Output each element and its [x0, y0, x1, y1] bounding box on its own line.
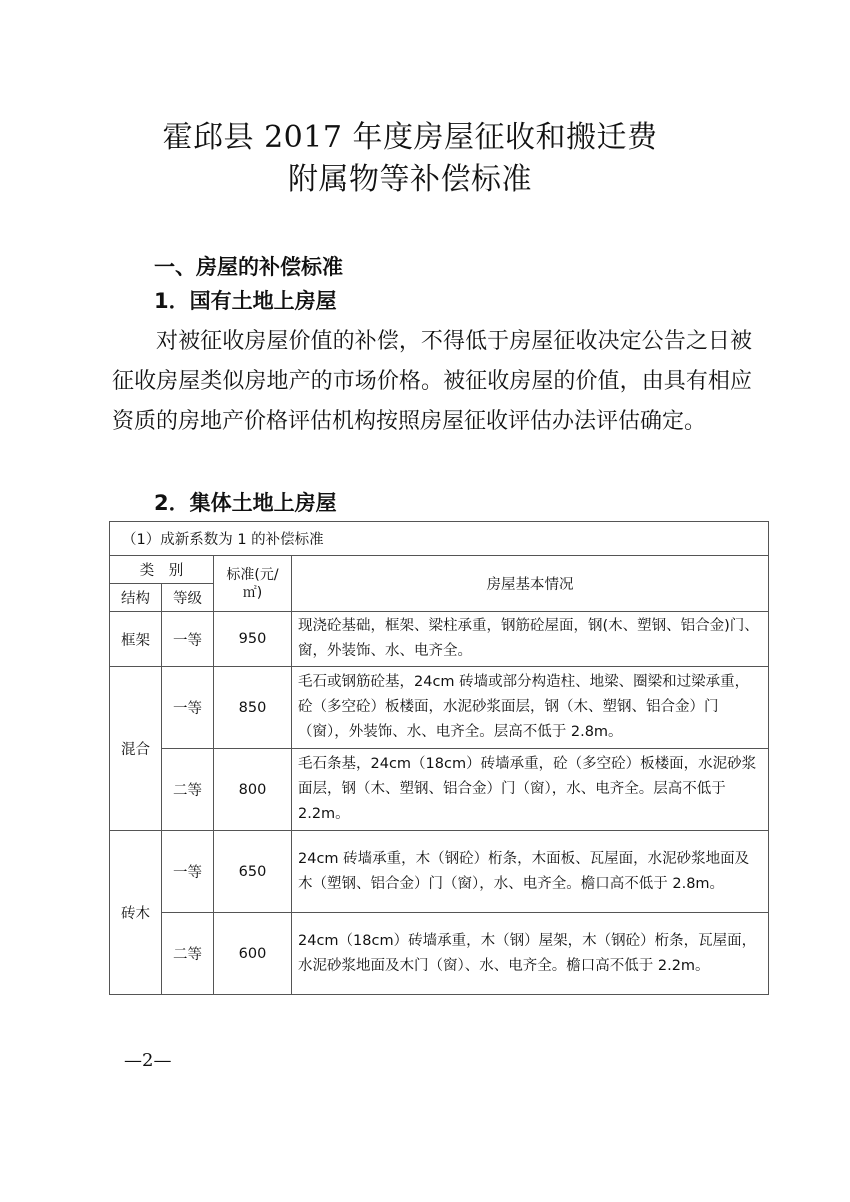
cell-grade: 一等: [162, 612, 214, 667]
cell-description: 24cm（18cm）砖墙承重，木（钢）屋架，木（钢砼）桁条，瓦屋面，水泥砂浆地面及木门（窗）、水、电齐全。檐口高不低于 2.2m。: [292, 913, 769, 995]
document-title-line2: 附属物等补偿标准: [288, 162, 532, 197]
table-row: [110, 749, 769, 831]
table-row: [110, 612, 769, 667]
cell-description: 现浇砼基础，框架、梁柱承重，钢筋砼屋面，钢(木、塑钢、铝合金)门、窗，外装饰、水、电齐全。: [292, 612, 769, 667]
cell-grade: 二等: [162, 913, 214, 995]
cell-price: 800: [214, 749, 292, 831]
header-standard: 标准(元/㎡): [214, 556, 292, 612]
cell-price: 650: [214, 831, 292, 913]
subsection-heading-state-land: 1．国有土地上房屋: [154, 289, 337, 313]
table-caption-row: [110, 522, 769, 556]
header-structure: 结构: [110, 584, 162, 612]
cell-price: 850: [214, 667, 292, 749]
cell-description: 毛石或钢筋砼基，24cm 砖墙或部分构造柱、地梁、圈梁和过梁承重，砼（多空砼）板楼面，水泥砂浆面层，钢（木、塑钢、铝合金）门（窗），外装饰、水、电齐全。层高不低于 2.8m。: [292, 667, 769, 749]
cell-grade: 一等: [162, 831, 214, 913]
section-heading-housing-compensation: 一、房屋的补偿标准: [154, 255, 343, 279]
page-number: —2—: [124, 1050, 172, 1071]
cell-description: 24cm 砖墙承重，木（钢砼）桁条，木面板、瓦屋面，水泥砂浆地面及木（塑钢、铝合金）门（窗），水、电齐全。檐口高不低于 2.8m。: [292, 831, 769, 913]
table-header-row: [110, 556, 769, 584]
document-title-line1: 霍邱县 2017 年度房屋征收和搬迁费: [162, 120, 658, 155]
subsection-heading-collective-land: 2．集体土地上房屋: [154, 491, 337, 515]
table-caption: （1）成新系数为 1 的补偿标准: [110, 522, 769, 556]
cell-description: 毛石条基，24cm（18cm）砖墙承重，砼（多空砼）板楼面，水泥砂浆面层，钢（木、塑钢、铝合金）门（窗），水、电齐全。层高不低于 2.2m。: [292, 749, 769, 831]
cell-price: 600: [214, 913, 292, 995]
cell-grade: 一等: [162, 667, 214, 749]
compensation-standard-table: [109, 521, 769, 995]
cell-structure: 框架: [110, 612, 162, 667]
table-row: [110, 913, 769, 995]
header-category: 类 别: [110, 556, 214, 584]
cell-grade: 二等: [162, 749, 214, 831]
cell-structure: 混合: [110, 667, 162, 831]
header-grade: 等级: [162, 584, 214, 612]
paragraph-state-land: 对被征收房屋价值的补偿，不得低于房屋征收决定公告之日被征收房屋类似房地产的市场价格。被征收房屋的价值，由具有相应资质的房地产价格评估机构按照房屋征收评估办法评估确定。: [112, 329, 752, 434]
cell-price: 950: [214, 612, 292, 667]
header-description: 房屋基本情况: [292, 556, 769, 612]
table-row: [110, 667, 769, 749]
cell-structure: 砖木: [110, 831, 162, 995]
table-row: [110, 831, 769, 913]
